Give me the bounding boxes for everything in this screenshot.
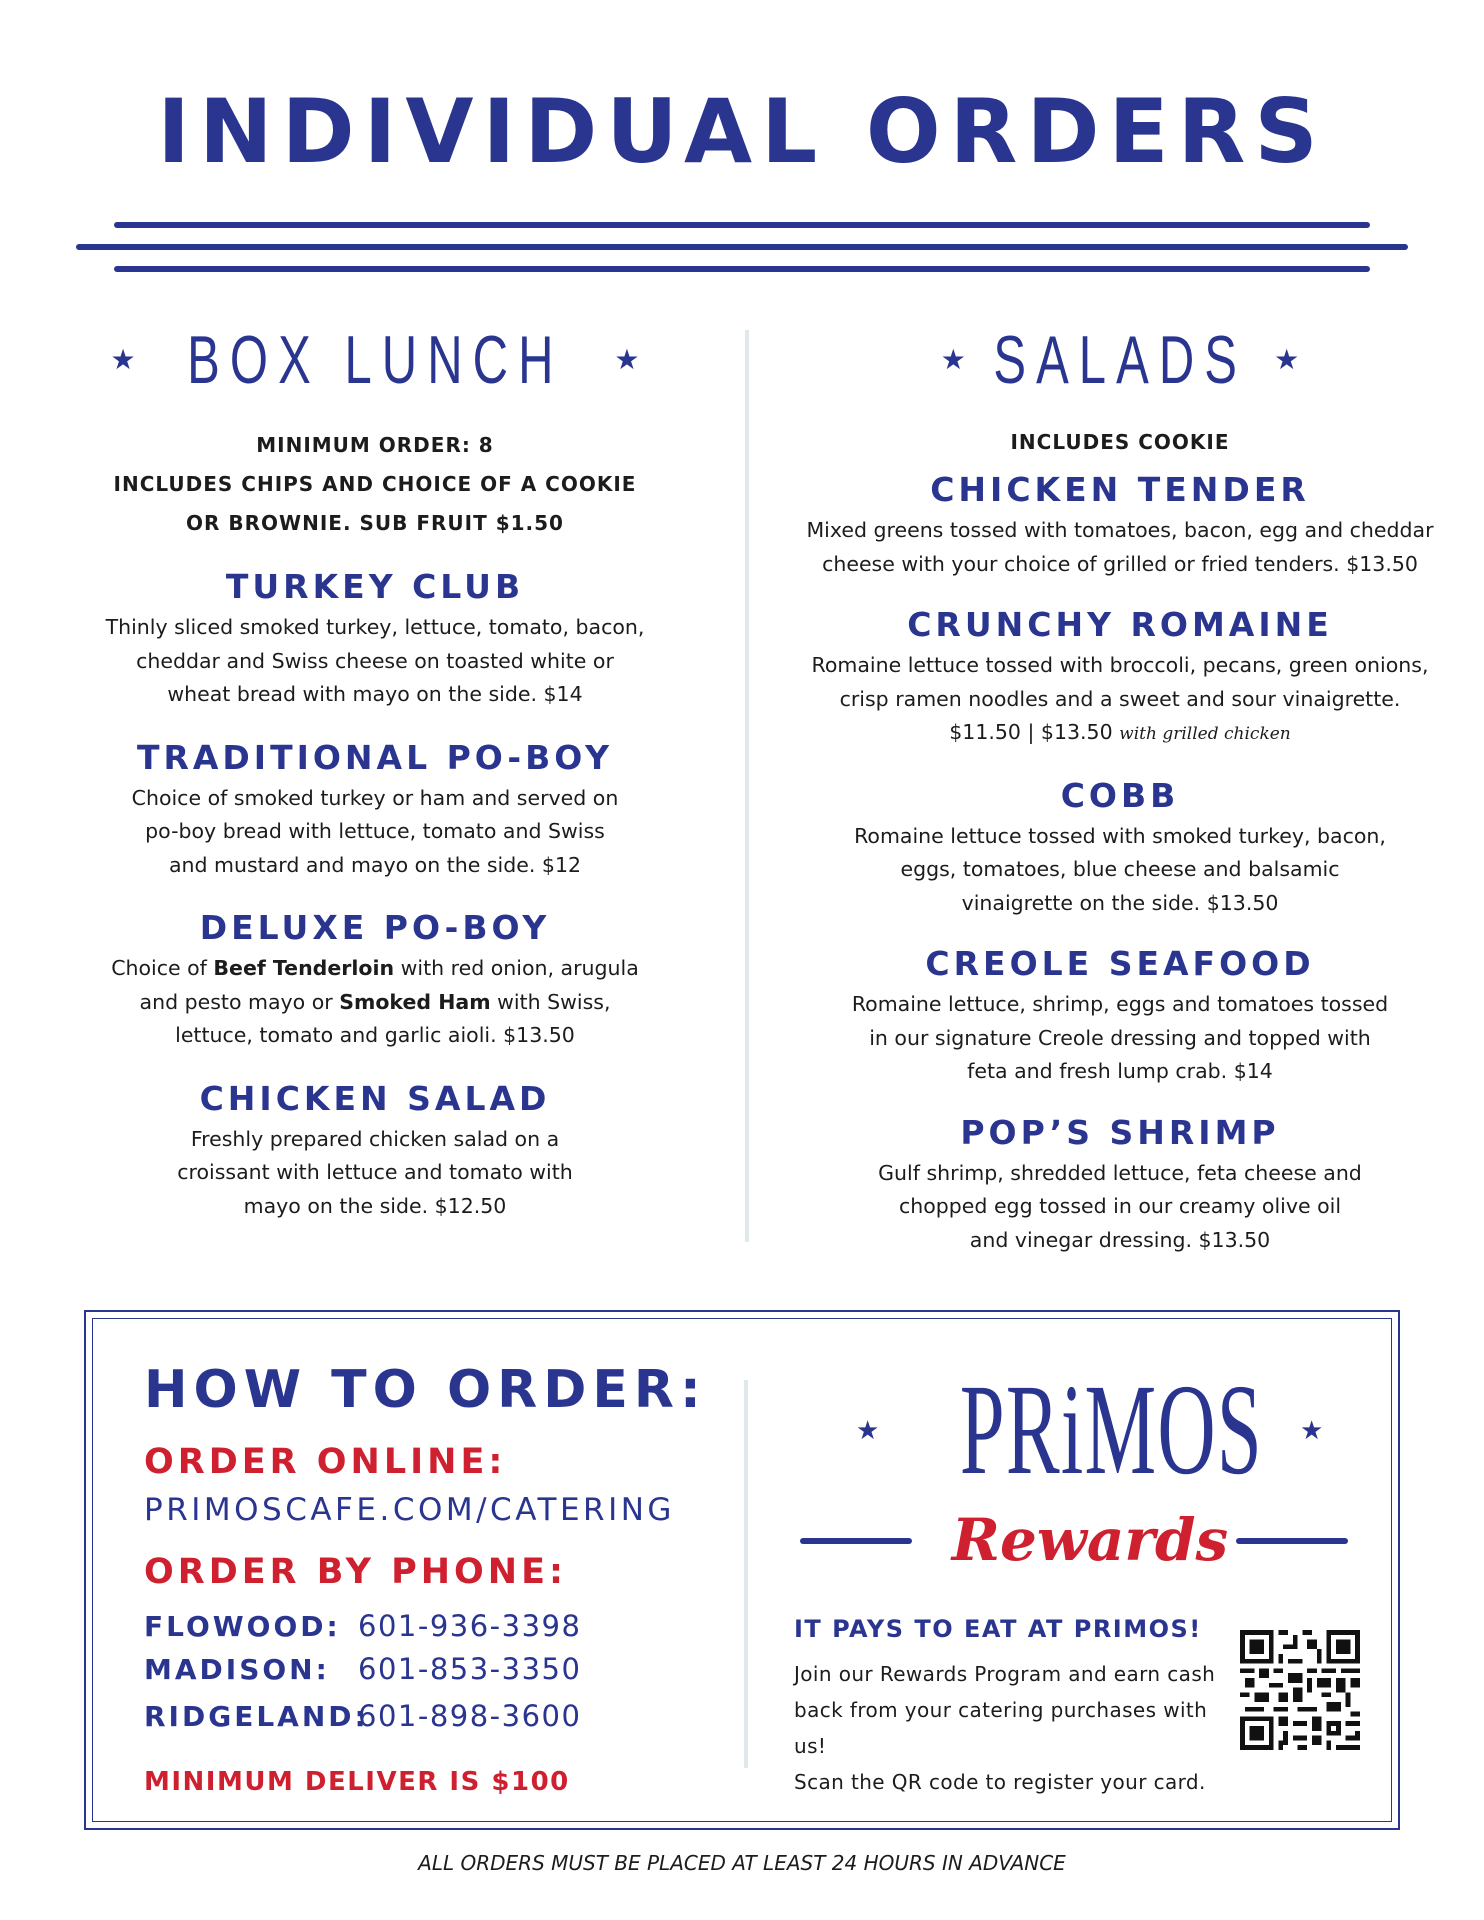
logo-line-left	[800, 1538, 912, 1544]
menu-item-desc: in our signature Creole dressing and topped with	[869, 1025, 1371, 1050]
menu-item-desc: eggs, tomatoes, blue cheese and balsamic	[900, 857, 1340, 881]
menu-item-desc: chopped egg tossed in our creamy olive oil	[898, 1194, 1342, 1218]
price-note: with grilled chicken	[1119, 724, 1291, 744]
column-divider	[745, 330, 749, 1242]
order-by-phone-label: ORDER BY PHONE:	[144, 1552, 567, 1592]
primos-rewards-logo	[800, 1358, 1380, 1574]
star-icon: ★	[614, 343, 640, 376]
rewards-heading: IT PAYS TO EAT AT PRIMOS!	[794, 1615, 1202, 1643]
box-lunch-note: INCLUDES CHIPS AND CHOICE OF A COOKIE	[113, 472, 637, 496]
menu-item-desc: Romaine lettuce, shrimp, eggs and tomatoes tossed	[851, 992, 1389, 1016]
menu-item-desc: wheat bread with mayo on the side. $14	[167, 682, 583, 706]
title-rule-middle	[76, 244, 1408, 250]
rewards-description: Join our Rewards Program and earn cash back from your catering purchases with us! Scan the QR code to register your card.	[794, 1662, 1216, 1794]
logo-line-right	[1236, 1538, 1348, 1544]
menu-item-desc: crisp ramen noodles and a sweet and sour vinaigrette.	[839, 686, 1401, 711]
salads-heading	[800, 320, 1440, 400]
star-icon: ★	[1300, 1416, 1324, 1446]
menu-item-name: CHICKEN SALAD	[199, 1078, 551, 1118]
minimum-delivery-note: MINIMUM DELIVER IS $100	[144, 1767, 570, 1797]
menu-item-desc: cheddar and Swiss cheese on toasted white or	[136, 648, 614, 673]
menu-item-name: CREOLE SEAFOOD	[925, 944, 1315, 983]
menu-item-desc: Romaine lettuce tossed with smoked turkey, bacon,	[854, 823, 1386, 848]
menu-item-desc: Mixed greens tossed with tomatoes, bacon, egg and cheddar	[806, 518, 1434, 542]
menu-item-name: DELUXE PO-BOY	[199, 908, 551, 947]
star-icon: ★	[1274, 343, 1300, 376]
menu-item-desc: and pesto mayo or Smoked Ham with Swiss,	[139, 989, 611, 1014]
star-icon: ★	[856, 1416, 880, 1446]
star-icon: ★	[110, 343, 136, 376]
primos-wordmark: PRiMOS	[959, 1358, 1263, 1502]
location-row-ridgeland	[144, 1696, 581, 1736]
rewards-script: Rewards	[951, 1506, 1229, 1574]
title-rule-bottom	[114, 266, 1370, 272]
box-lunch-heading	[90, 320, 660, 400]
box-lunch-title: BOX LUNCH	[186, 322, 564, 398]
order-online-label: ORDER ONLINE:	[144, 1442, 507, 1482]
menu-item-name: CHICKEN TENDER	[930, 470, 1310, 509]
menu-item-desc: po-boy bread with lettuce, tomato and Swiss	[145, 819, 605, 843]
how-to-order-title: HOW TO ORDER:	[144, 1360, 707, 1420]
page-title: INDIVIDUAL ORDERS	[157, 80, 1327, 183]
salads-note: INCLUDES COOKIE	[1010, 430, 1230, 454]
qr-code-icon[interactable]	[1240, 1630, 1360, 1750]
menu-item-desc: Choice of Beef Tenderloin with red onion, arugula	[111, 956, 639, 980]
menu-item-desc: feta and fresh lump crab. $14	[967, 1059, 1273, 1083]
location-row-madison	[144, 1649, 581, 1689]
phone-number-link[interactable]: 601-898-3600	[358, 1699, 582, 1733]
box-lunch-section	[90, 320, 660, 1223]
menu-item-desc: vinaigrette on the side. $13.50	[961, 890, 1279, 915]
location-name: RIDGELAND:	[144, 1699, 369, 1733]
menu-item-desc: cheese with your choice of grilled or fried tenders. $13.50	[822, 551, 1418, 576]
menu-item-desc: lettuce, tomato and garlic aioli. $13.50	[175, 1023, 575, 1047]
location-name: FLOWOOD:	[144, 1609, 341, 1643]
bold-option: Smoked Ham	[339, 989, 491, 1014]
menu-item-desc: Thinly sliced smoked turkey, lettuce, tomato, bacon,	[105, 615, 645, 639]
location-row-flowood	[144, 1606, 581, 1646]
catering-url-link[interactable]: PRIMOSCAFE.COM/CATERING	[144, 1492, 675, 1528]
menu-item-desc: croissant with lettuce and tomato with	[177, 1160, 573, 1184]
salads-section	[800, 320, 1440, 1257]
advance-order-footer: ALL ORDERS MUST BE PLACED AT LEAST 24 HOURS IN ADVANCE	[418, 1851, 1066, 1875]
title-rule-top	[114, 222, 1370, 228]
star-icon: ★	[940, 343, 966, 376]
menu-item-desc: Romaine lettuce tossed with broccoli, pecans, green onions,	[811, 653, 1429, 677]
menu-item-name: CRUNCHY ROMAINE	[907, 605, 1333, 644]
menu-item-name: TRADITIONAL PO-BOY	[136, 737, 614, 777]
menu-item-desc: and mustard and mayo on the side. $12	[168, 852, 582, 877]
phone-number-link[interactable]: 601-936-3398	[358, 1609, 582, 1643]
menu-item-desc: Gulf shrimp, shredded lettuce, feta cheese and	[878, 1160, 1362, 1185]
location-name: MADISON:	[144, 1652, 330, 1686]
menu-item-desc: mayo on the side. $12.50	[243, 1193, 507, 1218]
box-lunch-note: MINIMUM ORDER: 8	[256, 433, 494, 457]
menu-item-desc: Freshly prepared chicken salad on a	[190, 1126, 560, 1151]
salads-title: SALADS	[993, 322, 1247, 398]
box-divider	[744, 1380, 748, 1768]
menu-item-price: $11.50 | $13.50 with grilled chicken	[949, 720, 1291, 744]
menu-item-name: COBB	[1060, 775, 1180, 815]
bold-option: Beef Tenderloin	[213, 956, 395, 980]
menu-item-desc: Choice of smoked turkey or ham and served on	[131, 785, 619, 810]
menu-item-name: POP’S SHRIMP	[960, 1112, 1280, 1152]
menu-item-desc: and vinegar dressing. $13.50	[969, 1227, 1271, 1252]
menu-item-name: TURKEY CLUB	[225, 567, 525, 606]
phone-number-link[interactable]: 601-853-3350	[358, 1652, 582, 1686]
box-lunch-note: OR BROWNIE. SUB FRUIT $1.50	[186, 511, 564, 535]
